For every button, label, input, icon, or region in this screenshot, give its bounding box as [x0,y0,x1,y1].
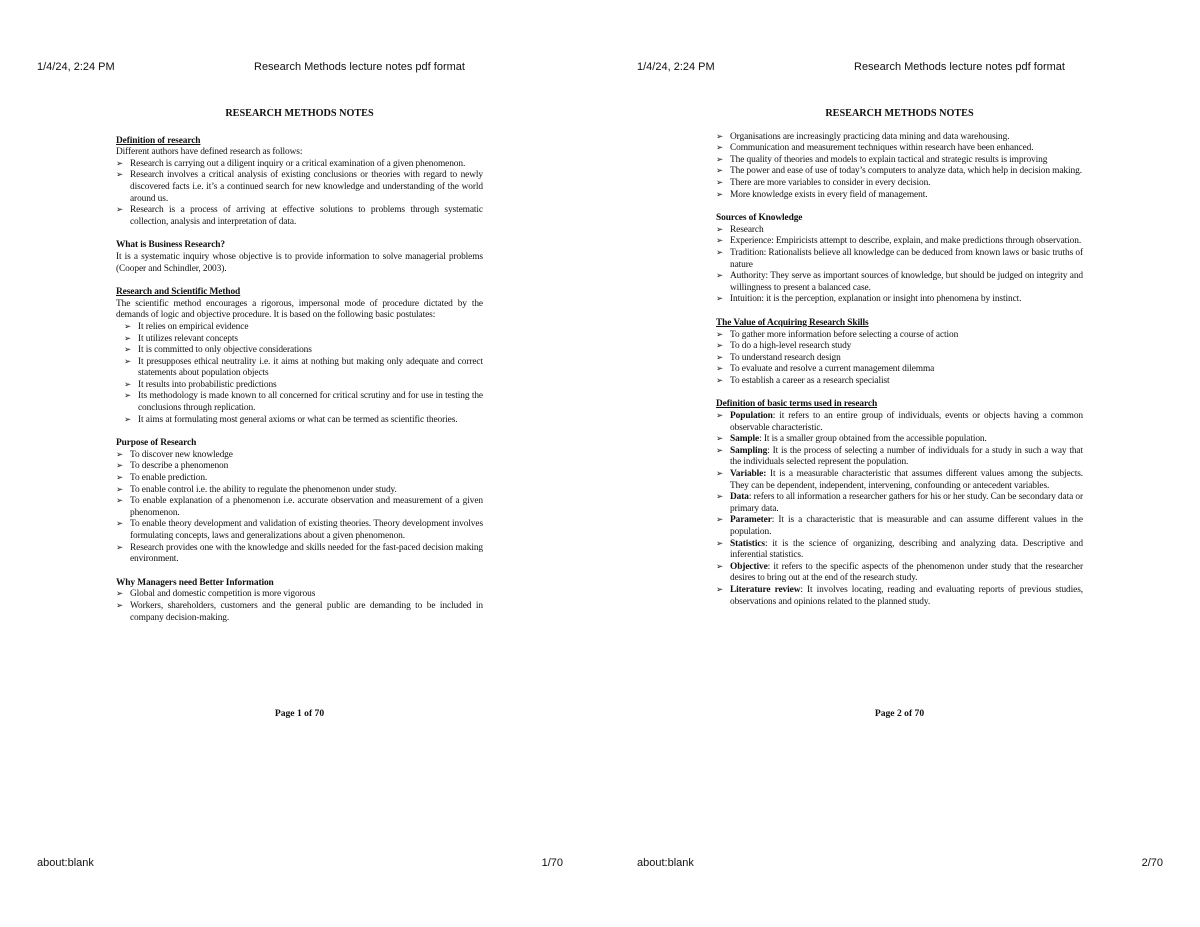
arrowhead-bullet-icon: ➢ [716,492,724,503]
list-item: ➢ It is committed to only objective considerations [124,345,312,356]
section-title: Research and Scientific Method [116,287,241,298]
bullet-list [116,450,483,566]
arrowhead-bullet-icon: ➢ [124,321,132,332]
bullet-list [716,225,1083,306]
arrowhead-bullet-icon: ➢ [116,496,124,507]
list-item: ➢ It presupposes ethical neutrality i.e. it aims at nothing but making only adequate and correct statements about population objects [124,356,483,379]
list-item: ➢ Literature review: It involves locating, reading and evaluating reports of previous studies, observations and opinions related to the planned study. [716,584,1084,607]
print-footer [637,857,1163,871]
arrowhead-bullet-icon: ➢ [116,519,124,530]
list-item: ➢ To enable theory development and validation of existing theories. Theory development involves formulating concepts, laws and generalizations about a given phenomenon. [116,519,483,541]
arrowhead-bullet-icon: ➢ [716,224,724,235]
list-item: ➢ Statistics: it is the science of organizing, describing and analyzing data. Descriptive and inferential statistics. [716,538,1083,561]
list-item: ➢ Research [716,224,764,235]
page-number: Page 2 of 70 [874,708,925,719]
arrowhead-bullet-icon: ➢ [716,236,724,247]
arrowhead-bullet-icon: ➢ [116,600,124,611]
arrowhead-bullet-icon: ➢ [716,515,724,526]
bullet-list [716,132,1083,202]
arrowhead-bullet-icon: ➢ [116,542,124,553]
list-item: ➢ To enable control i.e. the ability to regulate the phenomenon under study. [116,484,397,495]
print-title: Research Methods lecture notes pdf format [854,61,1065,73]
list-item: ➢ To gather more information before selecting a course of action [716,329,959,340]
arrowhead-bullet-icon: ➢ [116,170,124,181]
list-item: ➢ More knowledge exists in every field of management. [716,189,928,200]
arrowhead-bullet-icon: ➢ [716,411,724,422]
arrowhead-bullet-icon: ➢ [716,329,724,340]
arrowhead-bullet-icon: ➢ [124,356,132,367]
arrowhead-bullet-icon: ➢ [716,538,724,549]
list-item: ➢ It utilizes relevant concepts [124,333,238,344]
section-title: Why Managers need Better Information [116,577,274,588]
section-title: The Value of Acquiring Research Skills [716,317,869,328]
arrowhead-bullet-icon: ➢ [716,166,724,177]
print-title: Research Methods lecture notes pdf format [254,61,465,73]
arrowhead-bullet-icon: ➢ [116,589,124,600]
arrowhead-bullet-icon: ➢ [124,333,132,344]
list-item: ➢ Communication and measurement techniques within research have been enhanced. [716,143,1034,154]
print-url: about:blank [637,857,694,869]
print-page-count: 1/70 [541,857,563,869]
print-header [637,61,1163,75]
paragraph: It is a systematic inquiry whose objective is to provide information to solve managerial problems (Cooper and Schindler, 2003). [116,251,483,274]
bullet-list [716,330,1083,388]
list-item: ➢ To establish a career as a research specialist [716,375,890,386]
list-item: ➢ Variable: It is a measurable characteristic that assumes different values among the subjects. They can be dependent, independent, intervening, confounding or antecedent variables. [716,469,1083,491]
print-page-count: 2/70 [1141,857,1163,869]
list-item: ➢ Sample: It is a smaller group obtained from the accessible population. [716,434,987,445]
list-item: ➢ Tradition: Rationalists believe all knowledge can be deduced from known laws or basic truths of nature [716,247,1083,270]
document-title: RESEARCH METHODS NOTES [825,108,974,119]
page-2 [600,0,1200,927]
page-number: Page 1 of 70 [274,708,325,719]
list-item: ➢ Its methodology is made known to all concerned for critical scrutiny and for use in testing the conclusions through replication. [124,391,483,414]
paragraph: Different authors have defined research as follows: [116,147,303,158]
list-item: ➢ To enable explanation of a phenomenon i.e. accurate observation and measurement of a given phenomenon. [116,496,483,518]
list-item: ➢ Research is a process of arriving at effective solutions to problems through systematic collection, analysis and interpretation of data. [116,205,483,227]
print-url: about:blank [37,857,94,869]
list-item: ➢ To enable prediction. [116,473,208,484]
arrowhead-bullet-icon: ➢ [716,143,724,154]
list-item: ➢ Research involves a critical analysis of existing conclusions or theories with regard to newly discovered facts i.e. it’s a continued search for new knowledge and understanding of the world around us. [116,170,483,204]
section-title: Purpose of Research [116,438,197,449]
print-footer [37,857,563,871]
section-title: Definition of basic terms used in research [716,399,878,410]
list-item: ➢ The power and ease of use of today’s computers to analyze data, which help in decision making. [716,166,1082,177]
list-item: ➢ It relies on empirical evidence [124,321,249,332]
list-item: ➢ Research is carrying out a diligent inquiry or a critical examination of a given phenomenon. [116,158,466,169]
section-title: Sources of Knowledge [716,213,803,224]
list-item: ➢ Parameter: It is a characteristic that is measurable and can assume different values in the population. [716,515,1083,537]
list-item: ➢ Global and domestic competition is more vigorous [116,589,316,600]
print-date: 1/4/24, 2:24 PM [637,61,715,73]
list-item: ➢ Organisations are increasingly practicing data mining and data warehousing. [716,131,1010,142]
arrowhead-bullet-icon: ➢ [124,345,132,356]
arrowhead-bullet-icon: ➢ [716,294,724,305]
list-item: ➢ Experience: Empiricists attempt to describe, explain, and make predictions through observation. [716,236,1082,247]
arrowhead-bullet-icon: ➢ [716,177,724,188]
arrowhead-bullet-icon: ➢ [716,131,724,142]
list-item: ➢ Research provides one with the knowledge and skills needed for the fast-paced decision making environment. [116,542,483,565]
document-body [116,108,483,624]
list-item: ➢ It aims at formulating most general axioms or what can be termed as scientific theories. [124,414,458,425]
list-item: ➢ Workers, shareholders, customers and the general public are demanding to be included in company decision-making. [116,600,483,623]
document-title: RESEARCH METHODS NOTES [225,108,374,119]
arrowhead-bullet-icon: ➢ [116,158,124,169]
bullet-list [116,322,483,426]
arrowhead-bullet-icon: ➢ [716,352,724,363]
list-item: ➢ Intuition: it is the perception, explanation or insight into phenomena by instinct. [716,294,1022,305]
arrowhead-bullet-icon: ➢ [116,484,124,495]
section-title: What is Business Research? [116,240,225,251]
arrowhead-bullet-icon: ➢ [116,461,124,472]
arrowhead-bullet-icon: ➢ [716,271,724,282]
arrowhead-bullet-icon: ➢ [716,189,724,200]
list-item: ➢ The quality of theories and models to explain tactical and strategic results is improving [716,154,1048,165]
list-item: ➢ To understand research design [716,352,841,363]
section-title: Definition of research [116,135,201,146]
list-item: ➢ Sampling: It is the process of selecting a number of individuals for a study in such a way that the individuals selected represent the population. [716,445,1083,468]
list-item: ➢ Population: it refers to an entire group of individuals, events or objects having a common observable characteristic. [716,411,1083,433]
print-header [37,61,563,75]
bullet-list [116,159,483,229]
arrowhead-bullet-icon: ➢ [716,364,724,375]
arrowhead-bullet-icon: ➢ [716,469,724,480]
arrowhead-bullet-icon: ➢ [716,341,724,352]
arrowhead-bullet-icon: ➢ [716,445,724,456]
arrowhead-bullet-icon: ➢ [116,449,124,460]
arrowhead-bullet-icon: ➢ [716,154,724,165]
list-item: ➢ Objective: it refers to the specific aspects of the phenomenon under study that the researcher desires to bring out at the end of the research study. [716,561,1083,584]
list-item: ➢ To discover new knowledge [116,449,233,460]
arrowhead-bullet-icon: ➢ [716,375,724,386]
paragraph: The scientific method encourages a rigorous, impersonal mode of procedure dictated by the demands of logic and objective procedure. It is based on the following basic postulates: [116,298,483,321]
arrowhead-bullet-icon: ➢ [716,434,724,445]
arrowhead-bullet-icon: ➢ [124,391,132,402]
arrowhead-bullet-icon: ➢ [716,561,724,572]
bullet-list [116,589,483,624]
document-body [716,108,1083,608]
list-item: ➢ Data: refers to all information a researcher gathers for his or her study. Can be secondary data or primary data. [716,492,1083,514]
arrowhead-bullet-icon: ➢ [116,473,124,484]
list-item: ➢ To do a high-level research study [716,341,852,352]
list-item: ➢ It results into probabilistic predictions [124,379,277,390]
arrowhead-bullet-icon: ➢ [716,584,724,595]
arrowhead-bullet-icon: ➢ [116,205,124,216]
print-date: 1/4/24, 2:24 PM [37,61,115,73]
bullet-list [716,411,1083,608]
list-item: ➢ To evaluate and resolve a current management dilemma [716,364,935,375]
list-item: ➢ There are more variables to consider in every decision. [716,177,931,188]
arrowhead-bullet-icon: ➢ [716,247,724,258]
list-item: ➢ Authority: They serve as important sources of knowledge, but should be judged on integrity and willingness to present a balanced case. [716,271,1083,293]
list-item: ➢ To describe a phenomenon [116,461,229,472]
arrowhead-bullet-icon: ➢ [124,379,132,390]
arrowhead-bullet-icon: ➢ [124,414,132,425]
